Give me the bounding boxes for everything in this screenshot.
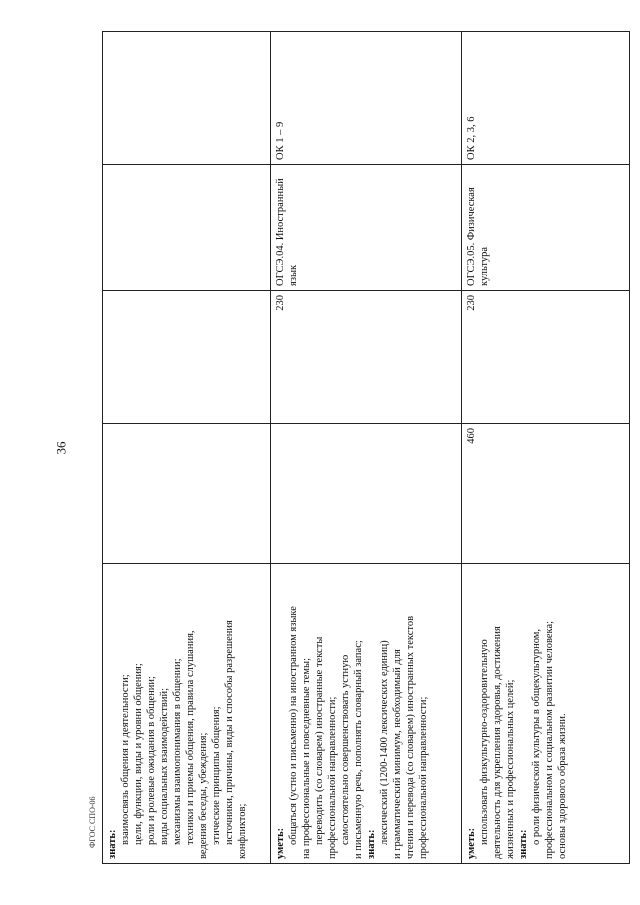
description-line: лексический (1200-1400 лексических единиц) (379, 640, 391, 845)
section-heading: уметь: (465, 827, 477, 859)
description-line: использовать физкультурно-оздоровительную (478, 639, 490, 845)
description-cell (461, 564, 629, 864)
description-line: деятельность для укрепления здоровья, достижения (491, 626, 503, 859)
description-line: роли и ролевые ожидания в общении; (146, 676, 157, 845)
discipline-index-cell: ОГСЭ.05. Физическая культура (461, 165, 629, 291)
section-heading: уметь: (275, 827, 287, 859)
description-line: профессиональной направленности; (327, 696, 339, 859)
competencies-cell (103, 32, 271, 165)
description-line: источники, причины, виды и способы разрешения (224, 620, 235, 845)
page-number: 36 (53, 441, 69, 455)
max-hours-cell (271, 424, 462, 564)
description-line: ведения беседы, убеждения; (198, 732, 209, 859)
description-line: общаться (устно и письменно) на иностранном языке (288, 606, 300, 845)
max-hours-cell: 460 (461, 424, 629, 564)
description-cell (271, 564, 462, 864)
description-line: взаимосвязь общения и деятельности; (120, 674, 131, 845)
discipline-index-cell: ОГСЭ.04. Иностранный язык (271, 165, 462, 291)
description-line: и письменную речь, пополнять словарный запас; (353, 640, 365, 859)
table-row (271, 32, 462, 864)
competencies-cell: ОК 1 – 9 (271, 32, 462, 165)
section-heading: знать: (366, 829, 378, 859)
description-line: о роли физической культуры в общекультурном, (530, 628, 542, 845)
max-hours-cell (103, 424, 271, 564)
table-row (103, 32, 271, 864)
description-line: переводить (со словарем) иностранные тексты (314, 636, 326, 845)
description-line: механизмы взаимопонимания в общении; (172, 658, 183, 845)
description-line: виды социальных взаимодействий; (159, 687, 170, 845)
description-line: цели, функции, виды и уровни общения; (133, 663, 144, 845)
curriculum-table-wrapper (102, 32, 630, 864)
required-hours-cell: 230 (461, 291, 629, 424)
description-line: и грамматический минимум, необходимый для (392, 649, 404, 859)
required-hours-cell (103, 291, 271, 424)
section-heading: знать: (107, 829, 118, 859)
table-row (461, 32, 629, 864)
curriculum-table (102, 31, 630, 864)
section-heading: знать: (517, 829, 529, 859)
description-line: основы здорового образа жизни. (556, 713, 568, 859)
description-line: жизненных и профессиональных целей; (504, 679, 516, 859)
footer-code: ФГОС СПО-06 (88, 796, 97, 848)
required-hours-cell: 230 (271, 291, 462, 424)
description-line: профессиональном и социальном развитии человека; (543, 620, 555, 859)
discipline-index-cell (103, 165, 271, 291)
description-line: профессиональной направленности; (418, 696, 430, 859)
competencies-cell: ОК 2, 3, 6 (461, 32, 629, 165)
description-line: конфликтов; (237, 803, 248, 859)
description-line: чтения и перевода (со словарем) иностранных текстов (405, 615, 417, 859)
description-line: этические принципы общения; (211, 706, 222, 845)
description-line: на профессиональные и повседневные темы; (301, 657, 313, 859)
description-cell (103, 564, 271, 864)
description-line: техники и приемы общения, правила слушания, (185, 630, 196, 845)
description-line: самостоятельно совершенствовать устную (340, 654, 352, 845)
